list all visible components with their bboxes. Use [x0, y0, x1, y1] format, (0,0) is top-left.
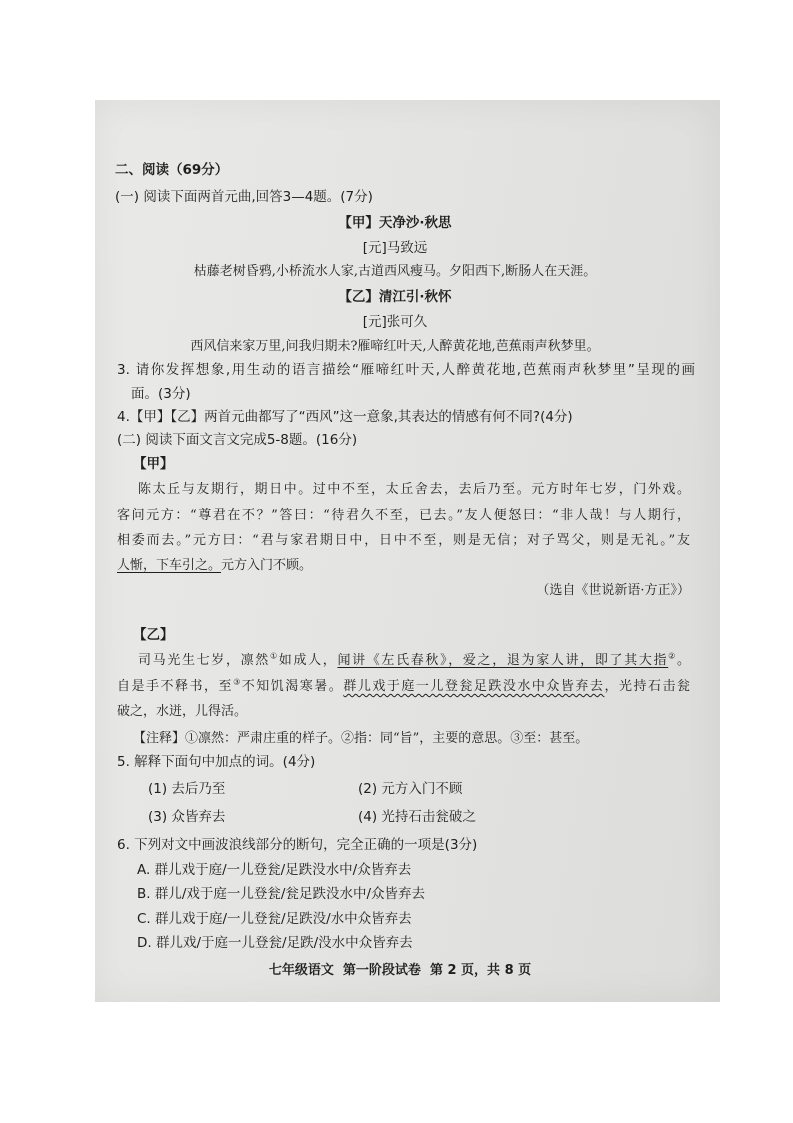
passage-jia-line-2: 客问元方：“尊君在不？”答曰：“待君久不至，已去。”友人便怒曰：“非人哉！与人期行， — [117, 508, 690, 523]
question-6-option-d: D. 群儿戏/于庭一儿登瓮/足跌/没水中众皆弃去 — [137, 935, 413, 951]
passage-yi-line-1 — [138, 651, 690, 671]
passage-yi-line-3: 破之，水迸，儿得活。 — [117, 704, 248, 719]
passage-yi-label: 【乙】 — [133, 627, 174, 643]
page-footer: 七年级语文 第一阶段试卷 第 2 页，共 8 页 — [268, 963, 532, 978]
poem-jia-title: 【甲】天净沙·秋思 — [338, 215, 452, 231]
passage-jia-line-3: 相委而去。”元方曰：“君与家君期日中，日中不至，则是无信；对子骂父，则是无礼。”友 — [117, 533, 690, 548]
note-marker-1: ① — [269, 651, 279, 661]
passage-text: 不知饥渴寒暑。 — [241, 679, 344, 694]
part-one-heading: (一) 阅读下面两首元曲,回答3—4题。(7分) — [115, 189, 373, 205]
question-5-item-1: (1) 去后乃至 — [148, 781, 226, 797]
note-marker-2: ② — [668, 651, 677, 661]
poem-jia-text: 枯藤老树昏鸦,小桥流水人家,古道西风瘦马。夕阳西下,断肠人在天涯。 — [193, 264, 597, 279]
passage-text: 司马光生七岁，凛然 — [138, 653, 270, 668]
question-3-line-2: 面。(3分) — [131, 386, 191, 402]
part-two-heading: (二) 阅读下面文言文完成5-8题。(16分) — [117, 432, 358, 448]
section-title: 二、阅读（69分） — [115, 162, 229, 178]
question-3-line-1: 3. 请你发挥想象,用生动的语言描绘“雁啼红叶天,人醉黄花地,芭蕉雨声秋梦里”呈现的画 — [117, 362, 695, 378]
underlined-sentence: 人惭，下车引之。 — [117, 558, 222, 573]
question-5-item-3: (3) 众皆弃去 — [148, 809, 226, 825]
question-4: 4.【甲】【乙】两首元曲都写了“西风”这一意象,其表达的情感有何不同?(4分) — [117, 409, 573, 425]
passage-text: 。 — [677, 653, 691, 668]
passage-jia-source: （选自《世说新语·方正》） — [536, 583, 690, 598]
note-marker-3: ③ — [233, 677, 242, 687]
poem-yi-title: 【乙】清江引·秋怀 — [338, 289, 452, 305]
question-6-stem: 6. 下列对文中画波浪线部分的断句，完全正确的一项是(3分) — [117, 837, 478, 853]
poem-yi-text: 西风信来家万里,问我归期未?雁啼红叶天,人醉黄花地,芭蕉雨声秋梦里。 — [190, 339, 600, 354]
question-6-option-b: B. 群儿/戏于庭一儿登瓮/瓮足跌没水中/众皆弃去 — [137, 886, 425, 902]
underlined-sentence: 闻讲《左氏春秋》，爱之，退为家人讲，即了其大指 — [337, 653, 669, 668]
passage-text: 自是手不释书，至 — [117, 679, 234, 694]
question-5-item-2: (2) 元方入门不顾 — [358, 781, 463, 797]
question-6-option-c: C. 群儿戏于庭/一儿登瓮/足跌没/水中众皆弃去 — [137, 911, 412, 927]
poem-yi-author: [元]张可久 — [362, 314, 428, 330]
poem-jia-author: [元]马致远 — [362, 240, 428, 256]
wavy-underlined-sentence: 群儿戏于庭一儿登瓮足跌没水中众皆弃去 — [343, 679, 605, 694]
passage-text: 如成人， — [278, 653, 338, 668]
passage-jia-line-4 — [117, 556, 690, 576]
annotation-notes: 【注释】①凛然：严肃庄重的样子。②指：同“旨”，主要的意思。③至：甚至。 — [133, 731, 589, 746]
passage-text: ，光持石击瓮 — [604, 679, 690, 694]
question-5-stem: 5. 解释下面句中加点的词。(4分) — [117, 754, 316, 770]
question-6-option-a: A. 群儿戏于庭/一儿登瓮/足跌没水中/众皆弃去 — [137, 862, 412, 878]
question-5-item-4: (4) 光持石击瓮破之 — [358, 809, 476, 825]
passage-jia-line-1: 陈太丘与友期行，期日中。过中不至，太丘舍去，去后乃至。元方时年七岁，门外戏。 — [138, 482, 690, 497]
passage-yi-line-2 — [117, 677, 690, 697]
passage-text: 元方入门不顾。 — [221, 558, 313, 573]
passage-jia-label: 【甲】 — [133, 456, 174, 472]
